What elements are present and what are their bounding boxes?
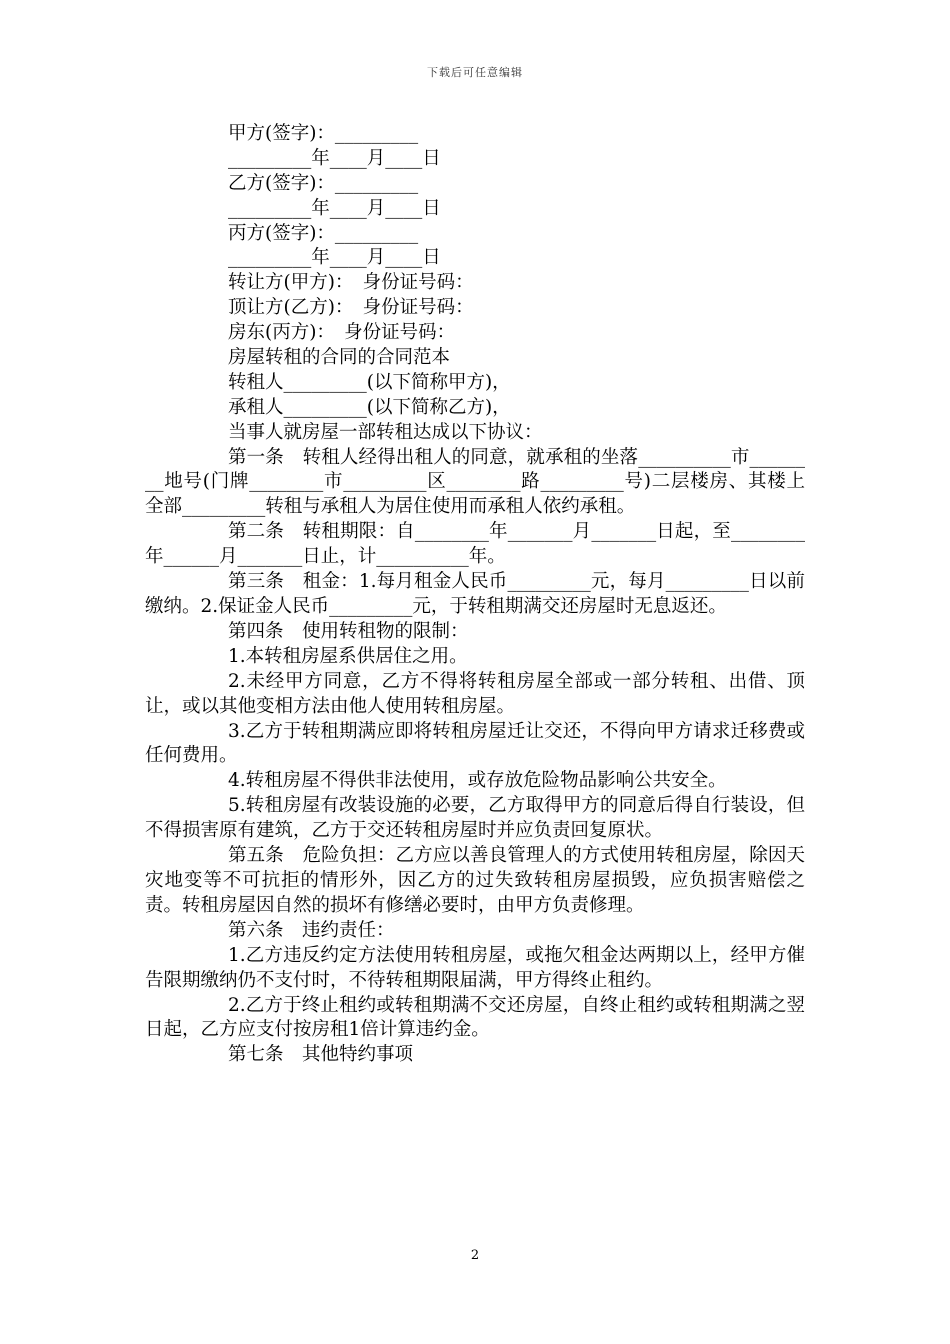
article-4-item-2: 2.未经甲方同意，乙方不得将转租房屋全部或一部分转租、出借、顶让，或以其他变相方法由他人使用转租房屋。 — [145, 670, 805, 717]
transferor-id: 转让方(甲方)： 身份证号码： — [228, 272, 474, 294]
article-6-item-2: 2.乙方于终止租约或转租期满不交还房屋，自终止租约或转租期满之翌日起，乙方应支付按房租1倍计算违约金。 — [145, 994, 805, 1041]
article-6-item-1: 1.乙方违反约定方法使用转租房屋，或拖欠租金达两期以上，经甲方催告限期缴纳仍不支付时，不待转租期限届满，甲方得终止租约。 — [145, 944, 805, 991]
sublessor-line: 转租人_________(以下简称甲方)， — [228, 371, 511, 393]
landlord-id: 房东(丙方)： 身份证号码： — [228, 322, 456, 344]
transferee-id: 顶让方(乙方)： 身份证号码： — [228, 297, 474, 319]
signature-party-c: 丙方(签字)：_________ — [228, 222, 419, 244]
article-6-heading: 第六条 违约责任： — [228, 919, 395, 941]
article-1: 第一条 转租人经得出租人的同意，就承租的坐落__________市________地号(门牌________市_________区________路_________号)二层楼房、其楼上全部_________转租与承租人为居住使用而承租人依约承租。 — [145, 446, 805, 518]
signature-date-a: _________年____月____日 — [228, 147, 441, 169]
signature-party-a: 甲方(签字)：_________ — [228, 123, 419, 144]
signature-date-c: _________年____月____日 — [228, 247, 441, 269]
page-header: 下载后可任意编辑 — [427, 66, 523, 79]
agreement-intro: 当事人就房屋一部转租达成以下协议： — [228, 421, 543, 443]
sublessee-line: 承租人_________(以下简称乙方)， — [228, 396, 511, 418]
article-4-item-4: 4.转租房屋不得供非法使用，或存放危险物品影响公共安全。 — [228, 770, 727, 792]
signature-date-b: _________年____月____日 — [228, 197, 441, 219]
article-3: 第三条 租金：1.每月租金人民币_________元，每月_________日以前缴纳。2.保证金人民币_________元，于转租期满交还房屋时无息返还。 — [145, 571, 805, 618]
article-7-heading: 第七条 其他特约事项 — [228, 1044, 414, 1066]
page-number: 2 — [470, 1248, 480, 1263]
article-2: 第二条 转租期限：自________年_______月_______日起，至________年______月_______日止，计__________年。 — [145, 521, 805, 568]
signature-party-b: 乙方(签字)：_________ — [228, 172, 419, 194]
article-4-item-1: 1.本转租房屋系供居住之用。 — [228, 645, 468, 667]
contract-title: 房屋转租的合同的合同范本 — [228, 347, 451, 369]
document-body — [145, 122, 805, 1068]
article-4-item-3: 3.乙方于转租期满应即将转租房屋迁让交还，不得向甲方请求迁移费或任何费用。 — [145, 720, 805, 767]
article-4-heading: 第四条 使用转租物的限制： — [228, 620, 469, 642]
article-4-item-5: 5.转租房屋有改装设施的必要，乙方取得甲方的同意后得自行装设，但不得损害原有建筑，乙方于交还转租房屋时并应负责回复原状。 — [145, 795, 805, 842]
article-5: 第五条 危险负担：乙方应以善良管理人的方式使用转租房屋，除因天灾地变等不可抗拒的情形外，因乙方的过失致转租房屋损毁，应负损害赔偿之责。转租房屋因自然的损坏有修缮必要时，由甲方负责修理。 — [145, 845, 805, 916]
